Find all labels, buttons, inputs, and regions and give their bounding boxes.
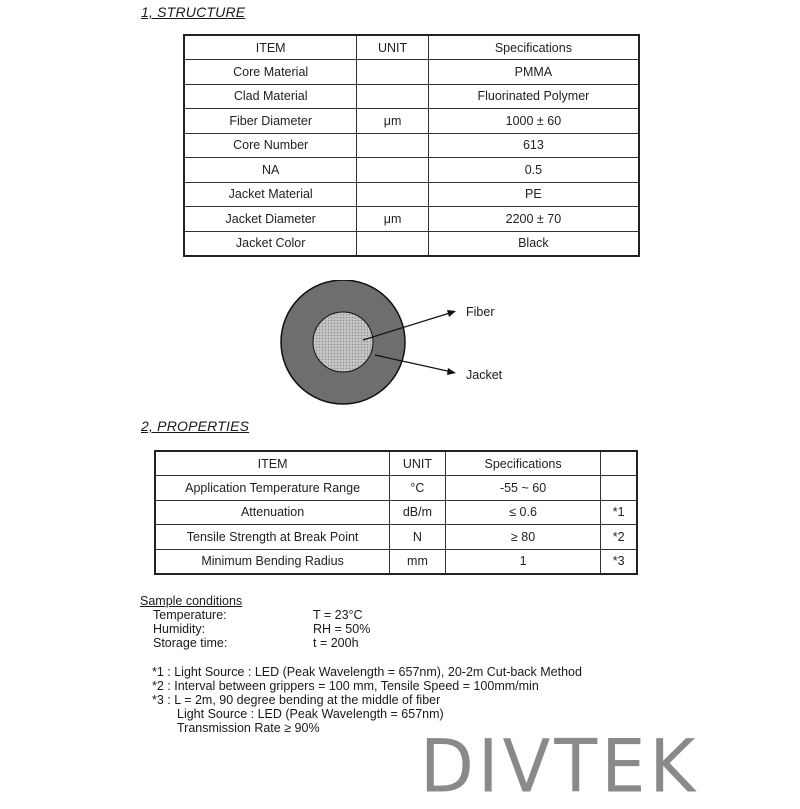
cell-spec: 0.5 (428, 158, 639, 183)
cell-item: Application Temperature Range (155, 476, 390, 501)
cell-unit: μm (357, 207, 428, 232)
footnote-1: *1 : Light Source : LED (Peak Wavelength = 657nm), 20-2m Cut-back Method (152, 665, 582, 679)
cell-unit: dB/m (390, 500, 446, 525)
table-row (184, 84, 639, 109)
sample-conditions-title: Sample conditions (140, 594, 243, 608)
cell-unit (357, 231, 428, 256)
cell-spec: PMMA (428, 60, 639, 85)
cell-spec: ≥ 80 (445, 525, 601, 550)
fiber-label: Fiber (466, 305, 495, 319)
cell-spec: PE (428, 182, 639, 207)
table-row (184, 207, 639, 232)
condition-row (140, 636, 540, 650)
cell-item: Fiber Diameter (184, 109, 357, 134)
cell-unit: mm (390, 549, 446, 574)
table-row (155, 525, 637, 550)
cell-item: Attenuation (155, 500, 390, 525)
condition-value: T = 23°C (313, 608, 363, 622)
condition-label: Storage time: (153, 636, 228, 650)
header-specifications: Specifications (445, 451, 601, 476)
cell-note: *2 (601, 525, 637, 550)
table-row (184, 133, 639, 158)
cell-unit (357, 158, 428, 183)
table-row (155, 549, 637, 574)
cell-item: NA (184, 158, 357, 183)
cell-item: Jacket Material (184, 182, 357, 207)
table-row (155, 500, 637, 525)
header-item: ITEM (155, 451, 390, 476)
structure-table (183, 34, 640, 257)
footnote-3: *3 : L = 2m, 90 degree bending at the middle of fiber (152, 693, 441, 707)
cell-spec: 613 (428, 133, 639, 158)
condition-value: RH = 50% (313, 622, 371, 636)
cell-unit (357, 133, 428, 158)
condition-label: Humidity: (153, 622, 206, 636)
cell-item: Minimum Bending Radius (155, 549, 390, 574)
cell-unit (357, 60, 428, 85)
table-header-row (155, 451, 637, 476)
cell-spec: ≤ 0.6 (445, 500, 601, 525)
cell-unit (357, 182, 428, 207)
cell-unit (357, 84, 428, 109)
brand-logo: DIVTEK (420, 723, 700, 809)
condition-row (140, 608, 540, 622)
condition-label: Temperature: (153, 608, 227, 622)
header-note (601, 451, 637, 476)
cell-item: Jacket Color (184, 231, 357, 256)
cell-note: *1 (601, 500, 637, 525)
table-row (184, 231, 639, 256)
cell-spec: Black (428, 231, 639, 256)
table-row (184, 109, 639, 134)
cell-item: Core Number (184, 133, 357, 158)
header-specifications: Specifications (428, 35, 639, 60)
sample-conditions (140, 594, 540, 650)
table-header-row (184, 35, 639, 60)
cell-spec: 1 (445, 549, 601, 574)
table-row (184, 182, 639, 207)
footnote-3-light-source: Light Source : LED (Peak Wavelength = 657nm) (177, 707, 444, 721)
condition-row (140, 622, 540, 636)
cell-unit: μm (357, 109, 428, 134)
cell-item: Jacket Diameter (184, 207, 357, 232)
cell-spec: -55 ~ 60 (445, 476, 601, 501)
cell-spec: 1000 ± 60 (428, 109, 639, 134)
condition-value: t = 200h (313, 636, 359, 650)
cell-unit: N (390, 525, 446, 550)
footnote-3-transmission: Transmission Rate ≥ 90% (177, 721, 320, 735)
header-unit: UNIT (390, 451, 446, 476)
header-item: ITEM (184, 35, 357, 60)
cell-item: Core Material (184, 60, 357, 85)
cell-unit: °C (390, 476, 446, 501)
properties-table (154, 450, 638, 575)
cell-item: Tensile Strength at Break Point (155, 525, 390, 550)
cell-item: Clad Material (184, 84, 357, 109)
fiber-circle (313, 312, 373, 372)
cable-cross-section-diagram (270, 280, 530, 410)
cell-spec: Fluorinated Polymer (428, 84, 639, 109)
jacket-label: Jacket (466, 368, 503, 382)
header-unit: UNIT (357, 35, 428, 60)
properties-section-title: 2, PROPERTIES (141, 418, 250, 434)
table-row (184, 60, 639, 85)
cell-spec: 2200 ± 70 (428, 207, 639, 232)
cell-note: *3 (601, 549, 637, 574)
cell-note (601, 476, 637, 501)
structure-section-title: 1, STRUCTURE (141, 4, 246, 20)
footnote-2: *2 : Interval between grippers = 100 mm, Tensile Speed = 100mm/min (152, 679, 539, 693)
table-row (155, 476, 637, 501)
table-row (184, 158, 639, 183)
